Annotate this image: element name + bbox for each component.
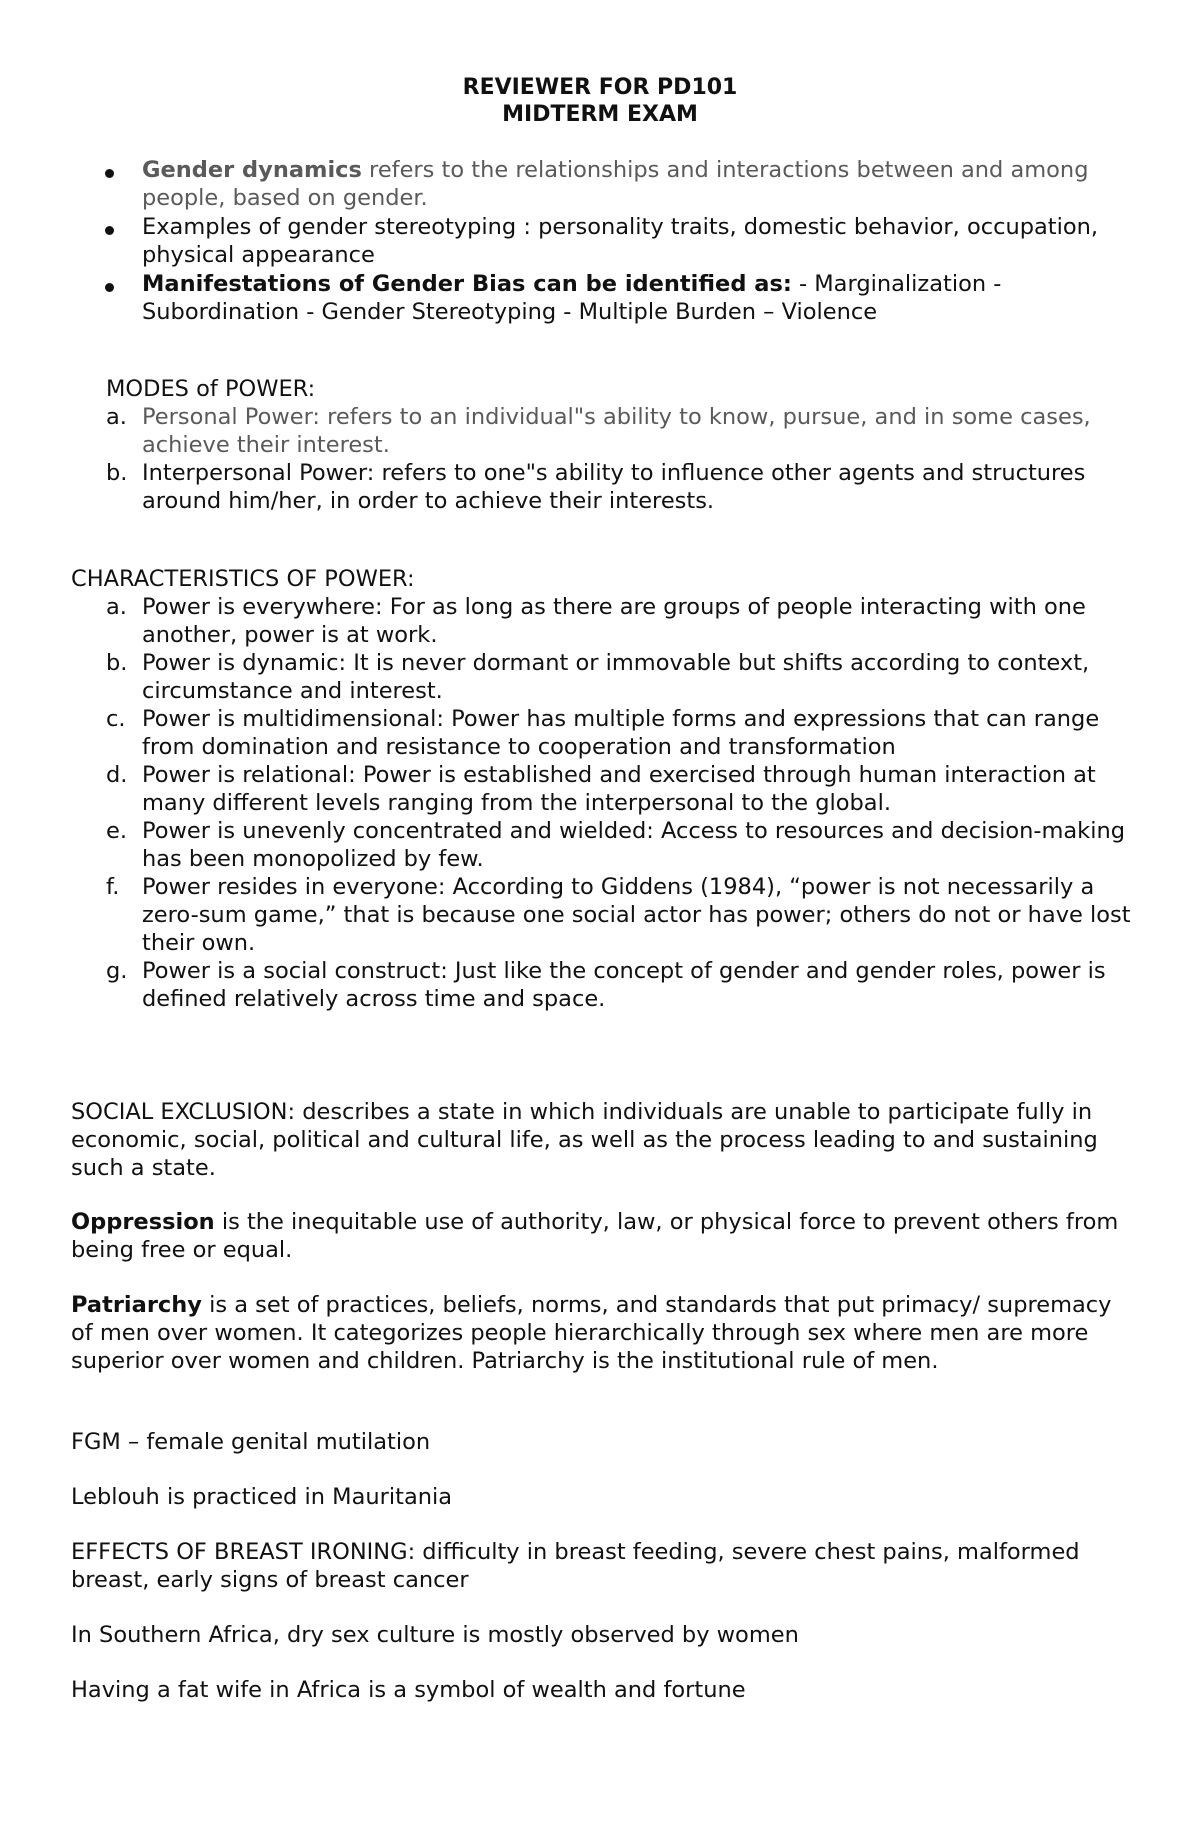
list-item xyxy=(106,957,1141,1013)
bullet-dot-icon xyxy=(105,226,114,235)
oppression-paragraph xyxy=(71,1208,1131,1264)
fat-wife-line: Having a fat wife in Africa is a symbol of wealth and fortune xyxy=(71,1677,746,1703)
list-item xyxy=(106,873,1141,957)
list-item xyxy=(106,705,1141,761)
definition-gender-dynamics: refers to the relationships and interactions between and among people, based on gender. xyxy=(142,157,1089,211)
term-gender-bias: Manifestations of Gender Bias can be identified as: xyxy=(142,271,792,297)
list-item xyxy=(106,459,1126,515)
leblouh-line: Leblouh is practiced in Mauritania xyxy=(71,1484,453,1510)
list-item-text: Power is everywhere: For as long as there are groups of people interacting with one another, power is at work. xyxy=(142,594,1086,648)
bullet-dot-icon xyxy=(105,169,114,178)
list-item-text: Power is relational: Power is established and exercised through human interaction at many different levels ranging from the interpersonal to the global. xyxy=(142,762,1096,816)
list-marker: b. xyxy=(106,650,128,676)
list-marker: a. xyxy=(106,594,127,620)
list-item-text: Personal Power: refers to an individual"s ability to know, pursue, and in some cases, achieve their interest. xyxy=(142,404,1091,458)
bullet-gender-bias xyxy=(105,270,1115,326)
document-title: REVIEWER FOR PD101 xyxy=(462,75,738,100)
list-item-text: Power resides in everyone: According to Giddens (1984), “power is not necessarily a zero-sum game,” that is because one social actor has power; others do not or have lost their own. xyxy=(142,874,1131,956)
list-item-text: Power is unevenly concentrated and wielded: Access to resources and decision-making has been monopolized by few. xyxy=(142,818,1125,872)
intro-bullet-list xyxy=(105,156,1115,327)
list-marker: a. xyxy=(106,404,127,430)
breast-ironing-paragraph: EFFECTS OF BREAST IRONING: difficulty in breast feeding, severe chest pains, malformed breast, early signs of breast cancer xyxy=(71,1539,1080,1593)
modes-heading: MODES of POWER: xyxy=(106,376,316,402)
list-marker: d. xyxy=(106,762,128,788)
list-item xyxy=(106,403,1126,459)
text-gender-bias: - Marginalization - Subordination - Gender Stereotyping - Multiple Burden – Violence xyxy=(142,271,1002,325)
list-item xyxy=(106,593,1141,649)
list-item-text: Interpersonal Power: refers to one"s ability to influence other agents and structures around him/her, in order to achieve their interests. xyxy=(142,460,1086,514)
text-gender-stereotyping: Examples of gender stereotyping : personality traits, domestic behavior, occupation, physical appearance xyxy=(142,214,1099,268)
fgm-line: FGM – female genital mutilation xyxy=(71,1429,431,1455)
bullet-gender-stereotyping xyxy=(105,213,1115,269)
list-item-text: Power is dynamic: It is never dormant or immovable but shifts according to context, circumstance and interest. xyxy=(142,650,1090,704)
document-subtitle: MIDTERM EXAM xyxy=(502,102,698,127)
term-patriarchy: Patriarchy xyxy=(71,1292,202,1318)
list-marker: g. xyxy=(106,958,128,984)
modes-of-power-section xyxy=(106,375,1126,515)
term-oppression: Oppression xyxy=(71,1209,215,1235)
term-gender-dynamics: Gender dynamics xyxy=(142,157,362,183)
list-marker: f. xyxy=(106,874,120,900)
characteristics-of-power-section xyxy=(71,565,1141,1013)
dry-sex-line: In Southern Africa, dry sex culture is mostly observed by women xyxy=(71,1622,799,1648)
list-marker: c. xyxy=(106,706,126,732)
social-exclusion-paragraph: SOCIAL EXCLUSION: describes a state in which individuals are unable to participate fully in economic, social, political and cultural life, as well as the process leading to and sustaining such a state. xyxy=(71,1099,1098,1181)
list-item xyxy=(106,761,1141,817)
modes-list xyxy=(106,403,1126,515)
bullet-dot-icon xyxy=(105,283,114,292)
list-item-text: Power is multidimensional: Power has multiple forms and expressions that can range from domination and resistance to cooperation and transformation xyxy=(142,706,1100,760)
list-marker: b. xyxy=(106,460,128,486)
characteristics-list xyxy=(106,593,1141,1013)
list-item xyxy=(106,817,1141,873)
patriarchy-paragraph xyxy=(71,1291,1131,1375)
definition-oppression: is the inequitable use of authority, law, or physical force to prevent others from being free or equal. xyxy=(71,1209,1119,1263)
definition-patriarchy: is a set of practices, beliefs, norms, and standards that put primacy/ supremacy of men over women. It categorizes people hierarchically through sex where men are more superior over women and children. Patriarchy is the institutional rule of men. xyxy=(71,1292,1112,1374)
bullet-gender-dynamics xyxy=(105,156,1115,212)
characteristics-heading: CHARACTERISTICS OF POWER: xyxy=(71,566,415,592)
list-item xyxy=(106,649,1141,705)
list-item-text: Power is a social construct: Just like the concept of gender and gender roles, power is defined relatively across time and space. xyxy=(142,958,1106,1012)
list-marker: e. xyxy=(106,818,127,844)
